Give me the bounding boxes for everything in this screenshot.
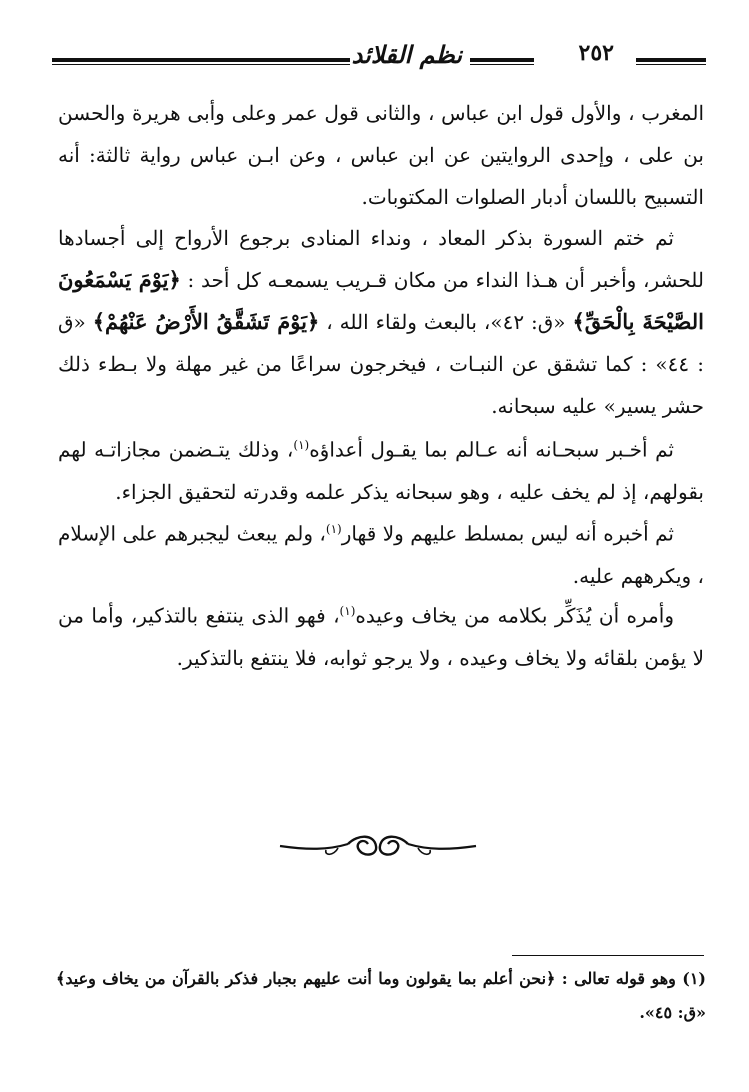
paragraph-2-text-b: «ق: ٤٢»، بالبعث ولقاء الله ، xyxy=(319,310,573,334)
footnote xyxy=(56,962,706,1030)
paragraph-1 xyxy=(58,92,704,218)
paragraph-4-text-a: ثم أخبره أنه ليس بمسلط عليهم ولا قهار xyxy=(341,521,674,546)
footnote-ref[interactable]: (١) xyxy=(325,522,342,536)
footnote-marker: (١) xyxy=(682,969,706,988)
quran-verse-1: ﴿يَوْمَ يَسْمَعُونَ الصَّيْحَةَ بِالْحَقِّ﴾ xyxy=(58,267,704,334)
header-rule-middle xyxy=(470,58,534,62)
footnote-ref[interactable]: (١) xyxy=(339,604,356,618)
paragraph-4 xyxy=(58,508,704,597)
paragraph-5-text-a: وأمره أن يُذَكِّر بكلامه من يخاف وعيده xyxy=(355,603,674,628)
paragraph-1-text: المغرب ، والأول قول ابن عباس ، والثانى قول عمر وعلى وأبى هريرة والحسن بن على ، وإحدى الروايتين عن ابن عباس ، وعن ابـن عباس رواية ثالثة: أنه التسبيح باللسان أدبار الصلوات المكتوبات. xyxy=(58,101,704,209)
decorative-ornament xyxy=(278,824,478,864)
header-rule-right xyxy=(636,58,706,62)
paragraph-5 xyxy=(58,590,704,679)
footnote-text: وهو قوله تعالى : ﴿نحن أعلم بما يقولون وما أنت عليهم بجبار فذكر بالقرآن من يخاف وعيد﴾ «ق: ٤٥». xyxy=(56,969,706,1022)
paragraph-3-text-b: ، وذلك يتـضمن مجازاتـه لهم بقولهم، إذ لم يخف عليه ، وهو سبحانه يذكر علمه وقدرته لتحقيق الجزاء. xyxy=(58,437,704,504)
paragraph-3-text-a: ثم أخـبر سبحـانه أنه عـالم بما يقـول أعداؤه xyxy=(309,437,674,462)
paragraph-2-text-c: «ق : ٤٤» : كما تشقق عن النبـات ، فيخرجون سراعًا من غير مهلة ولا بـطء ذلك حشر يسير» عليه سبحانه. xyxy=(58,310,704,418)
running-title: نظم القلائد xyxy=(351,40,462,69)
paragraph-3 xyxy=(58,424,704,513)
quran-verse-2: ﴿يَوْمَ تَشَقَّقُ الأَرْضُ عَنْهُمْ﴾ xyxy=(92,309,320,334)
page-header xyxy=(52,38,706,78)
paragraph-2-text-a: ثم ختم السورة بذكر المعاد ، ونداء المنادى برجوع الأرواح إلى أجسادها للحشر، وأخبر أن هـذا النداء من مكان قـريب يسمعـه كل أحد : xyxy=(58,226,705,292)
paragraph-4-text-b: ، ولم يبعث ليجبرهم على الإسلام ، ويكرههم عليه. xyxy=(58,521,704,588)
paragraph-5-text-b: ، فهو الذى ينتفع بالتذكير، وأما من لا يؤمن بلقائه ولا يخاف وعيده ، ولا يرجو ثوابه، فلا ينتفع بالتذكير. xyxy=(58,603,704,670)
page-number: ٢٥٢ xyxy=(578,40,614,66)
footnote-rule xyxy=(512,955,704,956)
header-rule-left xyxy=(52,58,350,62)
paragraph-2 xyxy=(58,217,704,427)
footnote-ref[interactable]: (١) xyxy=(293,438,310,452)
